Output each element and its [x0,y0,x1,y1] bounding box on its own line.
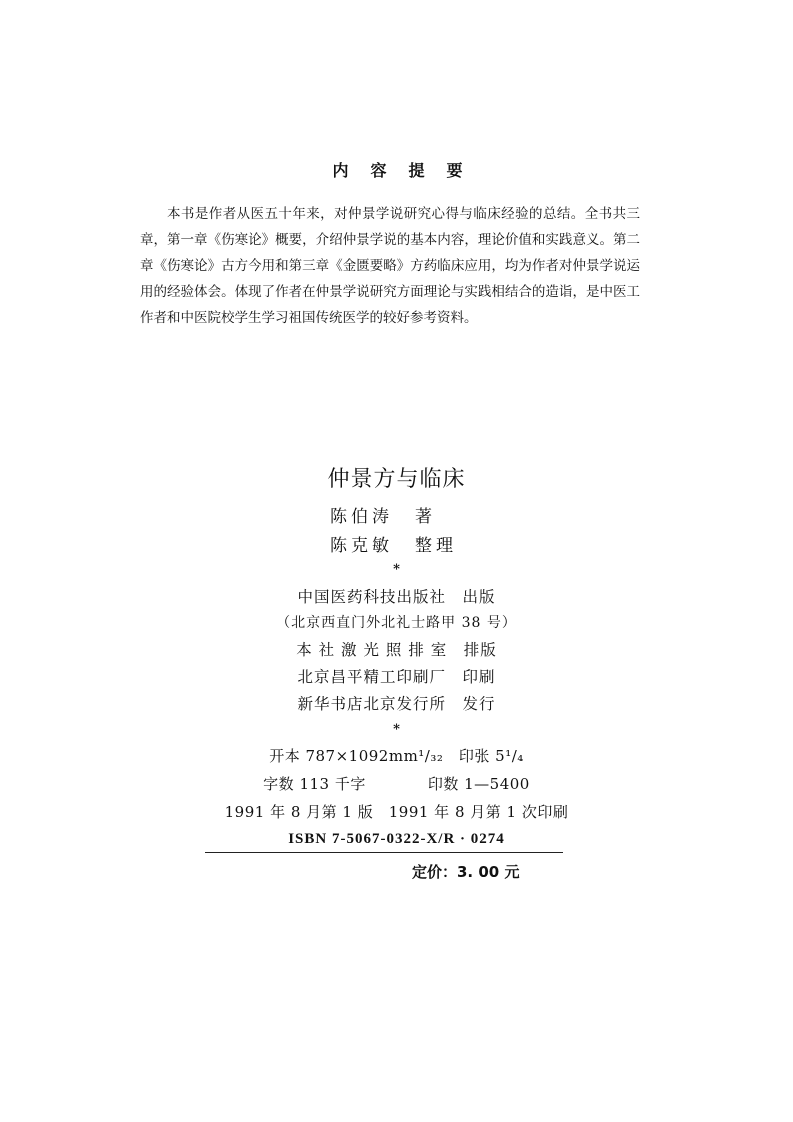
distributor-line: 新华书店北京发行所 发行 [297,695,496,713]
divider-rule [205,852,563,853]
typesetting-line: 本 社 激 光 照 排 室 排版 [296,641,497,659]
price-line: 定价：3. 00 元 [412,863,520,881]
edition-line: 1991 年 8 月第 1 版 1991 年 8 月第 1 次印刷 [224,803,569,821]
editor-name: 陈克敏 [330,536,393,556]
address-line: （北京西直门外北礼士路甲 38 号） [276,615,517,631]
author-role: 著 [415,507,436,527]
author-line [330,502,436,527]
separator-star: * [393,722,400,737]
summary-paragraph: 本书是作者从医五十年来，对仲景学说研究心得与临床经验的总结。全书共三章，第一章《伤寒论》概要，介绍仲景学说的基本内容，理论价值和实践意义。第二章《伤寒论》古方今用和第三章《金匮要略》方药临床应用，均为作者对仲景学说运用的经验体会。体现了作者在仲景学说研究方面理论与实践相结合的造诣，是中医工作者和中医院校学生学习祖国传统医学的较好参考资料。 [140,206,640,326]
book-title: 仲景方与临床 [327,467,466,492]
printer-line: 北京昌平精工印刷厂 印刷 [297,668,496,686]
summary-body [140,201,640,331]
isbn-line: ISBN 7-5067-0322-X/R · 0274 [288,831,505,847]
summary-title: 内容提要 [332,161,485,180]
separator-star: * [393,562,400,577]
publisher-line: 中国医药科技出版社 出版 [297,588,496,606]
editor-line [330,531,457,556]
word-count-line: 字数 113 千字 印数 1—5400 [263,775,530,793]
author-name: 陈伯涛 [330,507,393,527]
editor-role: 整理 [415,536,457,556]
format-line: 开本 787×1092mm¹/₃₂ 印张 5¹/₄ [269,747,524,765]
